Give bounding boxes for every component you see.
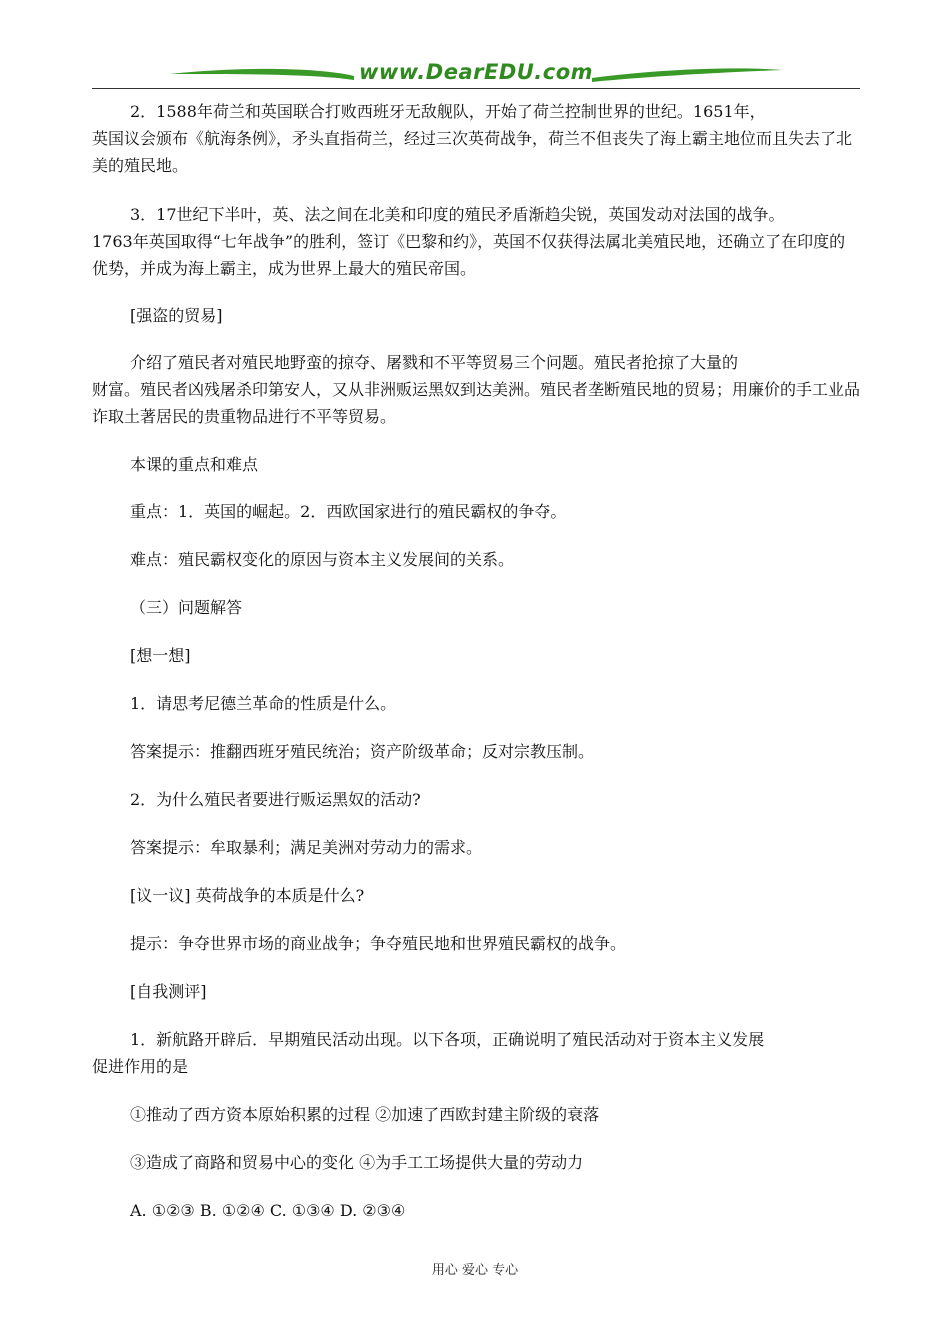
option-line: ①推动了西方资本原始积累的过程 ②加速了西欧封建主阶级的衰落	[130, 1105, 600, 1124]
site-logo-text: www.DearEDU.com	[358, 60, 594, 84]
hint-line: 提示：争夺世界市场的商业战争；争夺殖民地和世界殖民霸权的战争。	[130, 934, 627, 953]
section-heading-key-points: 本课的重点和难点	[130, 455, 259, 474]
paragraph-first-line: 1．新航路开辟后．早期殖民活动出现。以下各项，正确说明了殖民活动对于资本主义发展	[130, 1030, 765, 1049]
paragraph-continuation: 促进作用的是	[92, 1057, 189, 1076]
question-line: 1．请思考尼德兰革命的性质是什么。	[130, 694, 397, 713]
paragraph-first-line: 3．17世纪下半叶，英、法之间在北美和印度的殖民矛盾渐趋尖锐，英国发动对法国的战争。	[130, 205, 785, 224]
paragraph-first-line: 介绍了殖民者对殖民地野蛮的掠夺、屠戮和不平等贸易三个问题。殖民者抢掠了大量的	[130, 353, 739, 372]
question-line: 2．为什么殖民者要进行贩运黑奴的活动?	[130, 790, 421, 809]
paragraph-continuation: 财富。殖民者凶残屠杀印第安人，又从非洲贩运黑奴到达美洲。殖民者垄断殖民地的贸易；用廉价的手工业品诈取土著居民的贵重物品进行不平等贸易。	[92, 380, 861, 426]
header-divider	[92, 88, 860, 89]
subheading-self-test: [自我测评]	[130, 982, 207, 1001]
discuss-question-line: [议一议] 英荷战争的本质是什么?	[130, 886, 365, 905]
answer-choices-line: A. ①②③ B. ①②④ C. ①③④ D. ②③④	[130, 1201, 406, 1220]
answer-hint-line: 答案提示：牟取暴利；满足美洲对劳动力的需求。	[130, 838, 483, 857]
subheading-think: [想一想]	[130, 646, 191, 665]
paragraph	[130, 98, 860, 125]
paragraph-continuation: 英国议会颁布《航海条例》，矛头直指荷兰，经过三次英荷战争，荷兰不但丧失了海上霸主地位而且失去了北美的殖民地。	[92, 129, 853, 175]
section-heading-robber-trade: [强盗的贸易]	[130, 306, 223, 325]
site-header-banner	[92, 58, 860, 92]
page-footer: 用心 爱心 专心	[431, 1263, 519, 1278]
paragraph-continuation: 1763年英国取得“七年战争”的胜利，签订《巴黎和约》，英国不仅获得法属北美殖民地，还确立了在印度的优势，并成为海上霸主，成为世界上最大的殖民帝国。	[92, 232, 846, 278]
section-heading-qa: （三）问题解答	[130, 598, 243, 617]
test-question	[130, 1026, 860, 1053]
paragraph-first-line: 2．1588年荷兰和英国联合打败西班牙无敌舰队，开始了荷兰控制世界的世纪。1651年，	[130, 102, 766, 121]
option-line: ③造成了商路和贸易中心的变化 ④为手工工场提供大量的劳动力	[130, 1153, 584, 1172]
key-point-line: 重点：1．英国的崛起。2．西欧国家进行的殖民霸权的争夺。	[130, 502, 567, 521]
difficulty-line: 难点：殖民霸权变化的原因与资本主义发展间的关系。	[130, 550, 515, 569]
paragraph	[130, 349, 860, 376]
paragraph	[130, 201, 860, 228]
answer-hint-line: 答案提示：推翻西班牙殖民统治；资产阶级革命；反对宗教压制。	[130, 742, 595, 761]
